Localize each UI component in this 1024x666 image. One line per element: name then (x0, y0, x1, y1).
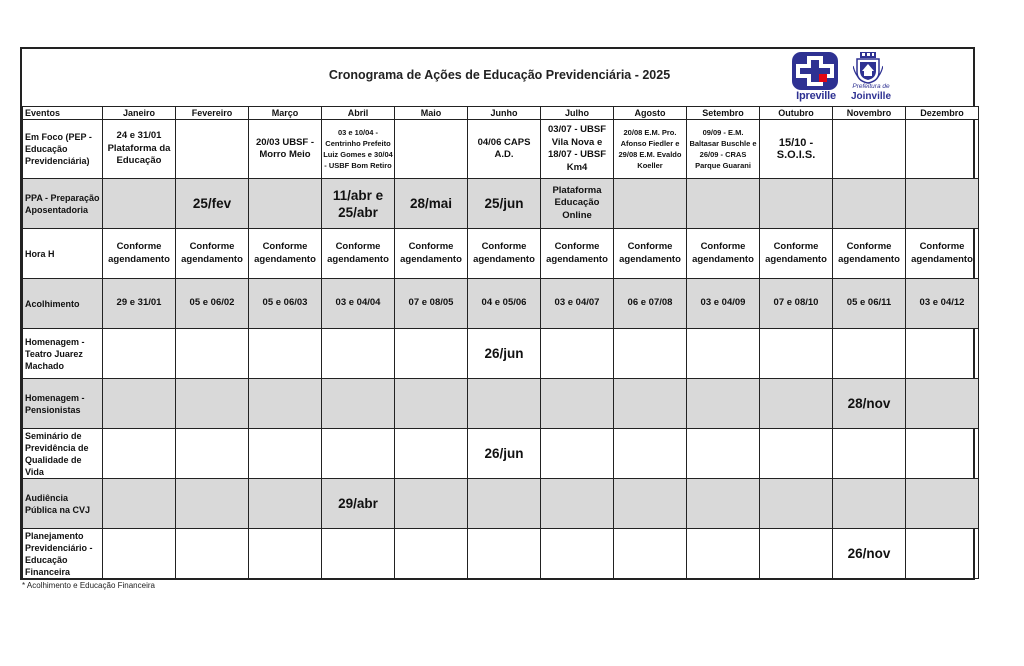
schedule-cell: Conforme agendamento (176, 229, 249, 279)
schedule-cell (614, 329, 687, 379)
table-row (23, 529, 979, 579)
schedule-cell: 26/jun (468, 429, 541, 479)
schedule-cell: 29 e 31/01 (103, 279, 176, 329)
column-header-month: Abril (322, 107, 395, 120)
schedule-cell (760, 479, 833, 529)
schedule-cell (833, 179, 906, 229)
schedule-cell (906, 429, 979, 479)
column-header-month: Julho (541, 107, 614, 120)
schedule-cell (249, 179, 322, 229)
schedule-cell (687, 429, 760, 479)
schedule-cell: Conforme agendamento (249, 229, 322, 279)
schedule-sheet (20, 47, 975, 580)
schedule-cell (541, 479, 614, 529)
schedule-cell (395, 429, 468, 479)
schedule-cell (395, 529, 468, 579)
schedule-cell (833, 120, 906, 179)
schedule-cell: 05 e 06/03 (249, 279, 322, 329)
schedule-cell (906, 529, 979, 579)
schedule-cell: Plataforma Educação Online (541, 179, 614, 229)
schedule-cell: 20/08 E.M. Pro. Afonso Fiedler e 29/08 E.M. Evaldo Koeller (614, 120, 687, 179)
schedule-cell (614, 179, 687, 229)
schedule-cell (249, 479, 322, 529)
schedule-cell (103, 429, 176, 479)
schedule-cell: 03/07 - UBSF Vila Nova e 18/07 - UBSF Km4 (541, 120, 614, 179)
schedule-cell (906, 120, 979, 179)
schedule-cell: 07 e 08/05 (395, 279, 468, 329)
event-name-cell: Seminário de Previdência de Qualidade de Vida (23, 429, 103, 479)
schedule-cell: 28/mai (395, 179, 468, 229)
joinville-prefix: Prefeitura de (852, 83, 890, 90)
table-body (23, 120, 979, 579)
schedule-cell (541, 529, 614, 579)
schedule-cell (541, 379, 614, 429)
title-row (22, 49, 973, 108)
schedule-cell (614, 529, 687, 579)
schedule-cell (906, 479, 979, 529)
schedule-cell: 03 e 04/04 (322, 279, 395, 329)
schedule-cell (833, 429, 906, 479)
schedule-cell (687, 179, 760, 229)
schedule-cell: Conforme agendamento (103, 229, 176, 279)
schedule-cell: 26/nov (833, 529, 906, 579)
schedule-cell (760, 179, 833, 229)
joinville-city: Joinville (850, 91, 891, 102)
schedule-cell: 03 e 10/04 - Centrinho Prefeito Luiz Gomes e 30/04 - USBF Bom Retiro (322, 120, 395, 179)
schedule-cell (395, 120, 468, 179)
table-row (23, 479, 979, 529)
table-row (23, 329, 979, 379)
event-name-cell: Homenagem - Teatro Juarez Machado (23, 329, 103, 379)
footnote: * Acolhimento e Educação Financeira (22, 581, 155, 590)
schedule-cell (541, 429, 614, 479)
schedule-cell (687, 329, 760, 379)
column-header-month: Fevereiro (176, 107, 249, 120)
schedule-cell: 15/10 - S.O.I.S. (760, 120, 833, 179)
schedule-cell (541, 329, 614, 379)
schedule-cell: 24 e 31/01 Plataforma da Educação (103, 120, 176, 179)
schedule-cell (249, 429, 322, 479)
schedule-cell (103, 529, 176, 579)
schedule-cell: 05 e 06/02 (176, 279, 249, 329)
schedule-cell (176, 329, 249, 379)
schedule-cell (468, 379, 541, 429)
column-header-month: Novembro (833, 107, 906, 120)
schedule-cell (322, 429, 395, 479)
schedule-cell: Conforme agendamento (468, 229, 541, 279)
table-row (23, 279, 979, 329)
schedule-cell (687, 379, 760, 429)
schedule-cell: 26/jun (468, 329, 541, 379)
event-name-cell: PPA - Preparação Aposentadoria (23, 179, 103, 229)
schedule-cell (103, 379, 176, 429)
schedule-cell: Conforme agendamento (541, 229, 614, 279)
event-name-cell: Em Foco (PEP - Educação Previdenciária) (23, 120, 103, 179)
joinville-crest-icon (853, 52, 883, 84)
schedule-cell (906, 329, 979, 379)
column-header-month: Setembro (687, 107, 760, 120)
schedule-cell (906, 379, 979, 429)
schedule-cell (614, 379, 687, 429)
column-header-month: Maio (395, 107, 468, 120)
schedule-cell: Conforme agendamento (760, 229, 833, 279)
schedule-cell: Conforme agendamento (687, 229, 760, 279)
schedule-cell: 28/nov (833, 379, 906, 429)
schedule-cell (176, 479, 249, 529)
schedule-cell (176, 429, 249, 479)
schedule-cell: 03 e 04/09 (687, 279, 760, 329)
schedule-cell (395, 479, 468, 529)
schedule-cell: Conforme agendamento (322, 229, 395, 279)
schedule-cell (322, 529, 395, 579)
schedule-cell (103, 179, 176, 229)
table-row (23, 379, 979, 429)
column-header-month: Junho (468, 107, 541, 120)
schedule-cell (687, 529, 760, 579)
schedule-cell (687, 479, 760, 529)
column-header-month: Março (249, 107, 322, 120)
column-header-month: Janeiro (103, 107, 176, 120)
schedule-cell (176, 379, 249, 429)
column-header-month: Agosto (614, 107, 687, 120)
schedule-cell (760, 529, 833, 579)
schedule-cell: 29/abr (322, 479, 395, 529)
schedule-cell: 11/abr e 25/abr (322, 179, 395, 229)
schedule-cell (322, 379, 395, 429)
schedule-cell (249, 329, 322, 379)
schedule-cell: Conforme agendamento (906, 229, 979, 279)
schedule-cell (614, 429, 687, 479)
event-name-cell: Acolhimento (23, 279, 103, 329)
schedule-cell: 25/jun (468, 179, 541, 229)
event-name-cell: Planejamento Previdenciário - Educação Financeira (23, 529, 103, 579)
schedule-cell: 20/03 UBSF - Morro Meio (249, 120, 322, 179)
schedule-cell (249, 529, 322, 579)
table-row (23, 429, 979, 479)
schedule-cell (760, 329, 833, 379)
schedule-cell: 03 e 04/07 (541, 279, 614, 329)
schedule-cell: 04/06 CAPS A.D. (468, 120, 541, 179)
schedule-cell (906, 179, 979, 229)
schedule-cell (760, 429, 833, 479)
page-title: Cronograma de Ações de Educação Previdenciária - 2025 (328, 68, 671, 82)
schedule-cell: 06 e 07/08 (614, 279, 687, 329)
column-header-month: Outubro (760, 107, 833, 120)
column-header-eventos: Eventos (23, 107, 103, 120)
schedule-table (22, 106, 979, 579)
schedule-cell (760, 379, 833, 429)
joinville-logo (849, 52, 893, 104)
schedule-cell (833, 479, 906, 529)
schedule-cell (322, 329, 395, 379)
event-name-cell: Homenagem - Pensionistas (23, 379, 103, 429)
event-name-cell: Audiência Pública na CVJ (23, 479, 103, 529)
schedule-cell: 25/fev (176, 179, 249, 229)
column-header-month: Dezembro (906, 107, 979, 120)
schedule-cell (103, 329, 176, 379)
schedule-cell: 04 e 05/06 (468, 279, 541, 329)
schedule-cell (833, 329, 906, 379)
schedule-cell (103, 479, 176, 529)
ipreville-logo (786, 52, 846, 104)
schedule-cell: Conforme agendamento (395, 229, 468, 279)
schedule-cell (468, 529, 541, 579)
schedule-cell: 03 e 04/12 (906, 279, 979, 329)
schedule-cell (176, 529, 249, 579)
ipreville-wordmark: Ipreville (796, 90, 836, 102)
schedule-cell (614, 479, 687, 529)
schedule-cell (176, 120, 249, 179)
ipreville-cross-icon (792, 52, 838, 90)
schedule-cell (395, 379, 468, 429)
schedule-cell: 09/09 - E.M. Baltasar Buschle e 26/09 - CRAS Parque Guarani (687, 120, 760, 179)
event-name-cell: Hora H (23, 229, 103, 279)
schedule-cell: 05 e 06/11 (833, 279, 906, 329)
schedule-cell: Conforme agendamento (614, 229, 687, 279)
schedule-cell: Conforme agendamento (833, 229, 906, 279)
schedule-cell: 07 e 08/10 (760, 279, 833, 329)
schedule-cell (249, 379, 322, 429)
header-row (23, 107, 979, 120)
table-row (23, 120, 979, 179)
table-row (23, 229, 979, 279)
schedule-cell (468, 479, 541, 529)
table-row (23, 179, 979, 229)
schedule-cell (395, 329, 468, 379)
